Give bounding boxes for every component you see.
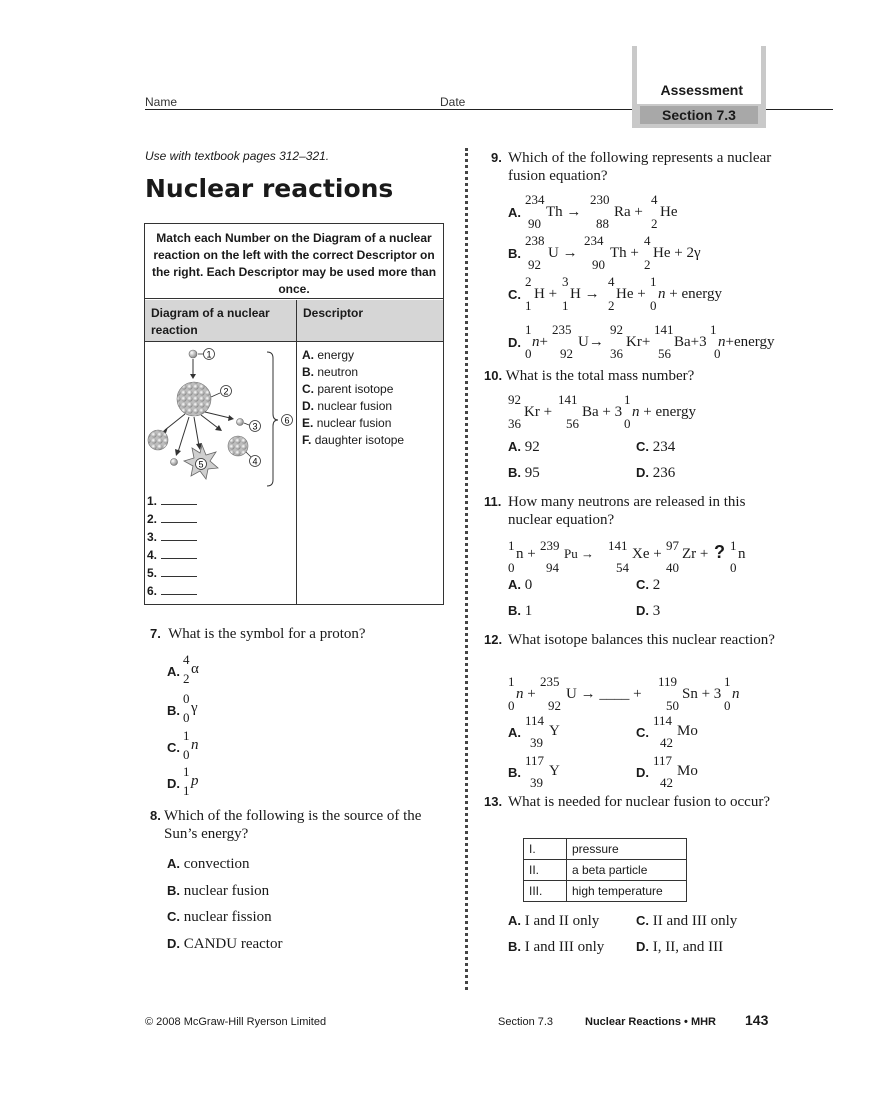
q11-option[interactable]: D. 3 [636,603,661,619]
descriptor-item: B. neutron [302,365,359,379]
q12-option-d[interactable]: D. 117 42 Mo [636,753,698,790]
footer-section: Section 7.3 [498,1016,554,1028]
descriptor-item: E. nuclear fusion [302,416,392,430]
question-7: 7. What is the symbol for a proton? [150,626,366,642]
q7-symbol: p [191,773,199,789]
q10-option[interactable]: C. 234 [636,439,676,455]
q7-symbol: γ [191,700,198,716]
descriptor-item: F. daughter isotope [302,433,405,447]
answer-row[interactable]: 6. [147,582,197,600]
table-row: III. high temperature [524,881,687,902]
q10-equation: 92 36 Kr + 141 56 Ba + 3 1 0 n + energy [508,392,696,431]
page-number: 143 [745,1012,769,1028]
matching-instructions: Match each Number on the Diagram of a nuclear reaction on the left with the correct Descriptor on the right. Each Descriptor may be used more than once. [145,224,443,299]
q9-option-c[interactable]: C. 2 1 H + 3 1 H → 4 2 He + 1 0 n + energy [508,274,722,313]
diagram-label-3: 3 [252,421,258,432]
q12-option-a[interactable]: A. 114 39 Y [508,713,560,750]
question-12: 12. What isotope balances this nuclear reaction? [484,632,775,648]
answer-row[interactable]: 1. [147,492,197,510]
q13-option[interactable]: B. I and III only [508,939,605,955]
assessment-tab-inner [637,46,761,104]
q11-option[interactable]: C. 2 [636,577,661,593]
name-label: Name [145,95,178,109]
question-11: 11. How many neutrons are released in this nuclear equation? [484,494,746,528]
q11-option[interactable]: B. 1 [508,603,533,619]
q7-symbol: n [191,737,199,753]
matching-table [144,223,444,605]
q7-option-letter: B. [167,703,180,718]
descriptor-list [302,347,404,449]
answer-row[interactable]: 3. [147,528,197,546]
table-row: I. pressure [524,839,687,860]
table-row: II. a beta particle [524,860,687,881]
q13-option[interactable]: D. I, II, and III [636,939,724,955]
question-8: 8. Which of the following is the source of the Sun’s energy? [150,808,422,842]
question-10: 10. What is the total mass number? [484,368,695,384]
page-title: Nuclear reactions [145,174,394,203]
answer-blanks [147,492,197,600]
col-header-diagram: Diagram of a nuclear reaction [145,300,296,342]
q13-option[interactable]: C. II and III only [636,913,738,929]
q10-option[interactable]: B. 95 [508,465,540,481]
descriptor-item: C. parent isotope [302,382,394,396]
q13-option[interactable]: A. I and II only [508,913,600,929]
q7-mass: 1 [183,764,190,779]
answer-row[interactable]: 5. [147,564,197,582]
q7-symbol: α [191,661,199,677]
q7-atomic: 2 [183,671,190,686]
q7-atomic: 0 [183,710,190,725]
q7-mass: 1 [183,728,190,743]
copyright: © 2008 McGraw-Hill Ryerson Limited [145,1016,327,1028]
q7-mass: 4 [183,652,190,667]
descriptor-item: A. energy [302,348,355,362]
q7-atomic: 0 [183,747,190,762]
diagram-label-4: 4 [252,456,258,467]
q8-option[interactable]: A. convection [167,856,250,872]
column-divider-dotted [465,148,468,990]
diagram-label-6: 6 [284,415,290,426]
diagram-label-5: 5 [198,459,204,470]
q13-conditions-table [523,838,687,902]
descriptor-item: D. nuclear fusion [302,399,393,413]
col-header-descriptor: Descriptor [297,300,443,342]
q10-option[interactable]: D. 236 [636,465,676,481]
q9-option-b[interactable]: B. 238 92 U → 234 90 Th + 4 2 He + 2γ [508,233,701,272]
question-13: 13. What is needed for nuclear fusion to occur? [484,794,770,810]
q12-equation: 1 0 n + 235 92 U → ____ + 119 50 Sn + 3 1 0 n [508,674,740,713]
q10-option[interactable]: A. 92 [508,439,540,455]
q9-option-a[interactable]: A. 234 90 Th → 230 88 Ra + 4 2 He [508,192,678,231]
q7-option-letter: D. [167,776,180,791]
q7-option-letter: C. [167,740,180,755]
q11-option[interactable]: A. 0 [508,577,533,593]
q8-options [167,851,282,957]
nuclear-reaction-diagram [145,342,295,490]
assessment-label: Assessment [660,82,743,98]
q7-atomic: 1 [183,783,190,798]
use-with-note: Use with textbook pages 312–321. [145,149,330,163]
q11-equation: 1 0 n + 239 94 Pu → 141 54 Xe + 97 40 Zr + ? 1 0 n [508,538,746,575]
answer-row[interactable]: 2. [147,510,197,528]
question-9: 9. Which of the following represents a nuclear fusion equation? [491,150,772,184]
q8-option[interactable]: B. nuclear fusion [167,882,270,899]
q7-options [167,652,227,802]
answer-row[interactable]: 4. [147,546,197,564]
diagram-label-2: 2 [223,386,229,397]
q12-option-b[interactable]: B. 117 39 Y [508,753,560,790]
q12-option-c[interactable]: C. 114 42 Mo [636,713,698,750]
footer-chapter: Nuclear Reactions • MHR [585,1016,716,1028]
diagram-label-1: 1 [206,349,212,360]
date-label: Date [440,95,466,109]
column-divider [296,300,297,605]
q8-option[interactable]: D. CANDU reactor [167,935,283,952]
q9-option-d[interactable]: D. 1 0 n+ 235 92 U→ 92 36 Kr+ 141 56 Ba+3 1 0 n+energy [508,322,775,361]
section-badge: Section 7.3 [640,106,758,124]
q7-option-letter: A. [167,664,180,679]
q8-option[interactable]: C. nuclear fission [167,909,272,925]
q7-mass: 0 [183,691,190,706]
